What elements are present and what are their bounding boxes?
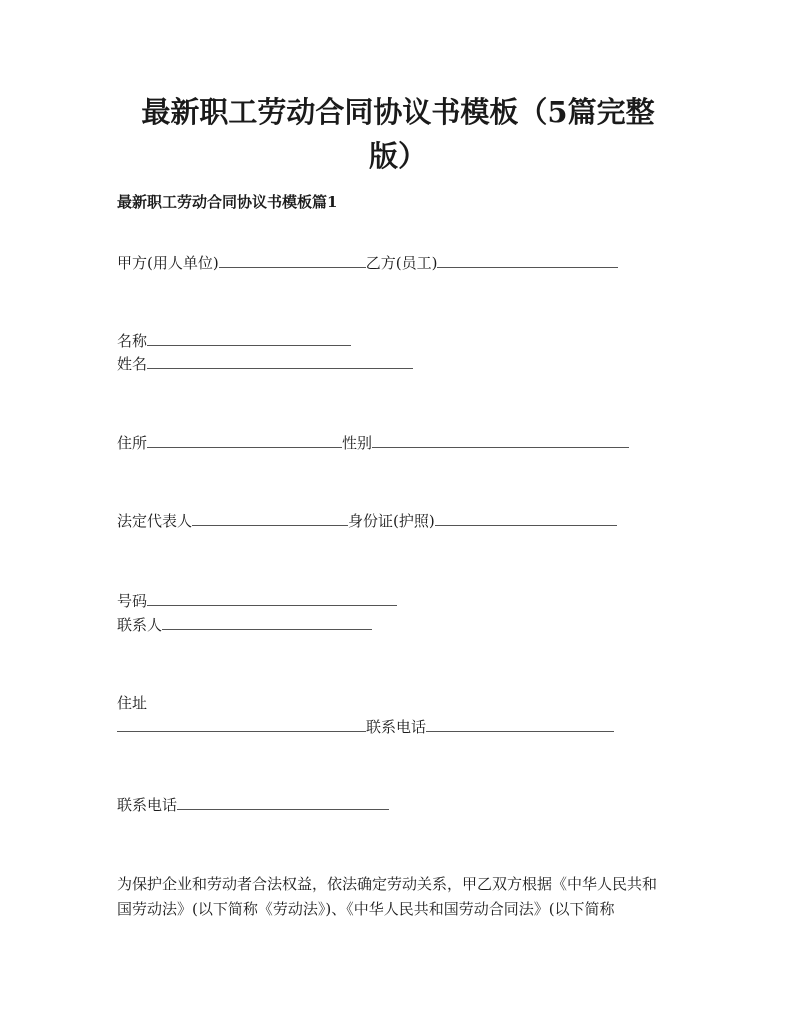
- party-b-blank[interactable]: [437, 253, 618, 268]
- number-blank[interactable]: [147, 591, 397, 606]
- intro-paragraph-line-1: 为保护企业和劳动者合法权益，依法确定劳动关系，甲乙双方根据《中华人民共和: [117, 875, 658, 893]
- document-title-line-1: 最新职工劳动合同协议书模板（5篇完整: [141, 95, 655, 129]
- intro-paragraph: [117, 872, 687, 922]
- residence-blank[interactable]: [147, 433, 342, 448]
- section-heading: 最新职工劳动合同协议书模板篇1: [117, 193, 338, 211]
- party-b-label: 乙方(员工): [365, 254, 438, 272]
- full-name-blank[interactable]: [147, 354, 413, 369]
- party-row: [117, 253, 618, 273]
- contact-phone-b-label: 联系电话: [117, 796, 178, 814]
- address-label: 住址: [117, 694, 148, 712]
- gender-blank[interactable]: [372, 433, 629, 448]
- document-title-line-2: 版）: [368, 139, 427, 173]
- residence-gender-row: [117, 433, 629, 453]
- name-blank[interactable]: [147, 331, 351, 346]
- contact-phone-row: [117, 795, 389, 815]
- address-blank[interactable]: [117, 717, 366, 732]
- address-row: [117, 693, 147, 713]
- contact-person-row: [117, 615, 372, 635]
- number-row: [117, 591, 397, 611]
- contact-person-label: 联系人: [117, 616, 163, 634]
- id-card-blank[interactable]: [435, 511, 617, 526]
- contact-phone-b-blank[interactable]: [177, 795, 389, 810]
- name-row: [117, 331, 351, 351]
- full-name-row: [117, 354, 413, 374]
- contact-phone-a-blank[interactable]: [426, 717, 614, 732]
- party-a-label: 甲方(用人单位): [117, 254, 219, 272]
- contact-phone-a-label: 联系电话: [366, 718, 427, 736]
- contact-person-blank[interactable]: [162, 615, 372, 630]
- intro-paragraph-line-2: 国劳动法》(以下简称《劳动法》)、《中华人民共和国劳动合同法》(以下简称: [117, 900, 615, 918]
- legal-rep-label: 法定代表人: [117, 512, 193, 530]
- number-label: 号码: [117, 592, 148, 610]
- gender-label: 性别: [342, 434, 373, 452]
- full-name-label: 姓名: [117, 355, 148, 373]
- name-label: 名称: [117, 332, 148, 350]
- legal-rep-row: [117, 511, 617, 531]
- address-phone-row: [117, 717, 614, 737]
- party-a-blank[interactable]: [219, 253, 366, 268]
- id-card-label: 身份证(护照): [348, 512, 435, 530]
- legal-rep-blank[interactable]: [192, 511, 348, 526]
- residence-label: 住所: [117, 434, 148, 452]
